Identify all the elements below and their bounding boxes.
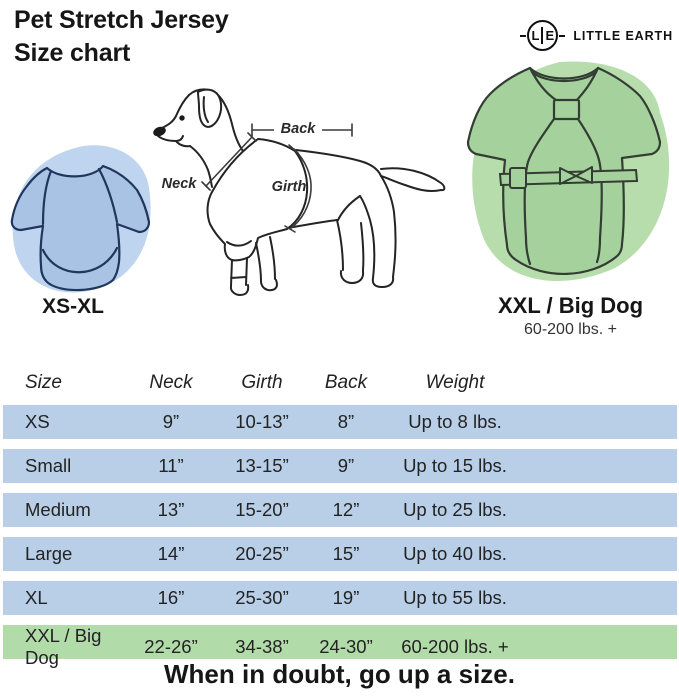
- cell-neck: 11”: [158, 455, 184, 476]
- brand-name: LITTLE EARTH: [573, 28, 673, 43]
- cell-girth: 25-30”: [235, 587, 289, 608]
- table-row: [3, 449, 677, 483]
- header-girth: Girth: [241, 372, 283, 393]
- cell-girth: 20-25”: [235, 543, 289, 564]
- girth-measure-label: Girth: [271, 179, 307, 195]
- cell-weight: Up to 55 lbs.: [403, 587, 507, 608]
- header-weight: Weight: [425, 372, 485, 393]
- table-row: [3, 493, 677, 527]
- cell-weight: Up to 40 lbs.: [403, 543, 507, 564]
- neck-measure-label: Neck: [161, 176, 197, 192]
- header-size: Size: [25, 372, 62, 393]
- logo-icon: [527, 20, 558, 51]
- cell-back: 24-30”: [319, 636, 373, 657]
- page-title-line1: Pet Stretch Jersey: [14, 6, 229, 34]
- page-title: [14, 4, 229, 69]
- cell-back: 9”: [337, 455, 355, 476]
- small-jersey-illustration: [5, 138, 155, 298]
- table-row: [3, 537, 677, 571]
- green-jersey-icon: [450, 58, 679, 298]
- logo-divider: [541, 27, 543, 44]
- logo-right-dash: [559, 35, 565, 37]
- sizing-advice-note: When in doubt, go up a size.: [164, 659, 515, 689]
- blue-jersey-icon: [5, 138, 155, 298]
- cell-back: 15”: [332, 543, 360, 564]
- brand-logo: [520, 20, 673, 51]
- cell-neck: 16”: [157, 587, 185, 608]
- cell-back: 19”: [332, 587, 360, 608]
- cell-size: Large: [25, 543, 73, 564]
- back-measure-label: Back: [274, 121, 322, 137]
- cell-girth: 34-38”: [235, 636, 289, 657]
- cell-size: XS: [25, 411, 50, 432]
- table-header-row: [3, 368, 677, 398]
- big-jersey-illustration: [450, 58, 679, 293]
- cell-neck: 22-26”: [144, 636, 198, 657]
- cell-weight: Up to 8 lbs.: [408, 411, 502, 432]
- table-row: [3, 405, 677, 439]
- dog-measurement-diagram: [148, 80, 460, 302]
- logo-left-dash: [520, 35, 526, 37]
- cell-weight: Up to 15 lbs.: [403, 455, 507, 476]
- table-row: [3, 581, 677, 615]
- logo-initial-right: E: [545, 28, 555, 43]
- cell-weight: Up to 25 lbs.: [403, 499, 507, 520]
- page-title-line2: Size chart: [14, 38, 131, 67]
- cell-back: 12”: [332, 499, 360, 520]
- header-back: Back: [324, 372, 368, 393]
- header-neck: Neck: [149, 372, 193, 393]
- cell-size: XL: [25, 587, 48, 608]
- cell-weight: 60-200 lbs. +: [401, 636, 509, 657]
- cell-size: Medium: [25, 499, 91, 520]
- cell-back: 8”: [337, 411, 355, 432]
- cell-size: XXL / Big Dog: [25, 625, 102, 668]
- cell-neck: 9”: [162, 411, 180, 432]
- cell-neck: 14”: [157, 543, 185, 564]
- size-table: [3, 368, 677, 669]
- cell-size: Small: [25, 455, 72, 476]
- cell-neck: 13”: [157, 499, 185, 520]
- small-jersey-size-label: XS-XL: [42, 295, 104, 318]
- logo-initial-left: L: [531, 28, 540, 43]
- cell-girth: 10-13”: [235, 411, 289, 432]
- big-jersey-weight-label: 60-200 lbs. +: [524, 321, 617, 338]
- big-jersey-size-label: XXL / Big Dog: [497, 293, 644, 318]
- table-row: [3, 625, 677, 668]
- cell-girth: 15-20”: [235, 499, 289, 520]
- cell-girth: 13-15”: [235, 455, 289, 476]
